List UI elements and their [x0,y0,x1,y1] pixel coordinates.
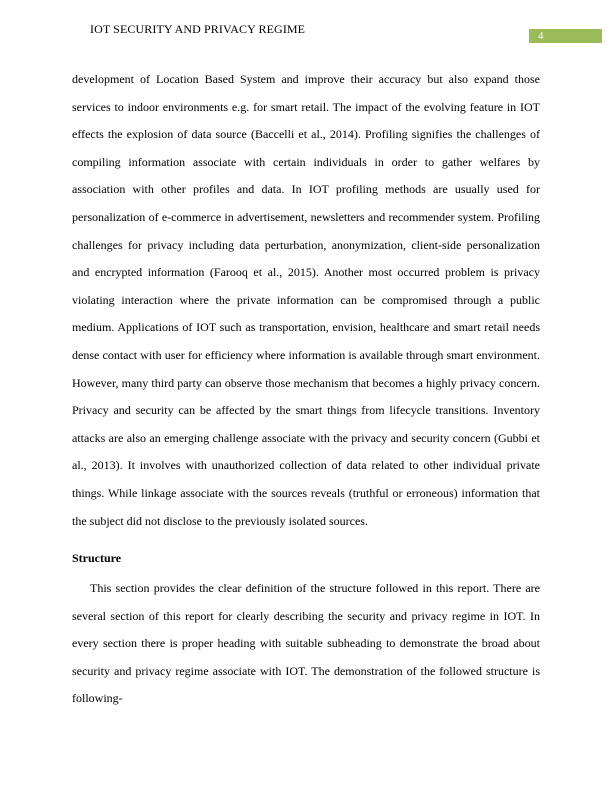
body-paragraph-2: This section provides the clear definition of the structure followed in this report. There are several section of this report for clearly describing the security and privacy regime in IOT. In every section there is proper heading with suitable subheading to demonstrate the broad about security and privacy regime associate with IOT. The demonstration of the followed structure is following- [72,581,540,706]
page-number: 4 [538,30,544,42]
running-head: IOT SECURITY AND PRIVACY REGIME [90,22,306,36]
body-paragraph-1: development of Location Based System and improve their accuracy but also expand those services to indoor environments e.g. for smart retail. The impact of the evolving feature in IOT effects the explosion of data source (Baccelli et al., 2014). Profiling signifies the challenges of compiling information associate with certain individuals in order to gather welfares by association with other profiles and data. In IOT profiling methods are usually used for personalization of e-commerce in advertisement, newsletters and recommender system. Profiling challenges for privacy including data perturbation, anonymization, client-side personalization and encrypted information (Farooq et al., 2015). Another most occurred problem is privacy violating interaction where the private information can be compromised through a public medium. Applications of IOT such as transportation, envision, healthcare and smart retail needs dense contact with user for efficiency where information is available through smart environment. However, many third party can observe those mechanism that becomes a highly privacy concern. Privacy and security can be affected by the smart things from lifecycle transitions. Inventory attacks are also an emerging challenge associate with the privacy and security concern (Gubbi et al., 2013). It involves with unauthorized collection of data related to other individual private things. While linkage associate with the sources reveals (truthful or erroneous) information that the subject did not disclose to the previously isolated sources. [72,72,540,528]
page-number-badge [529,29,602,43]
section-heading: Structure [72,551,122,565]
